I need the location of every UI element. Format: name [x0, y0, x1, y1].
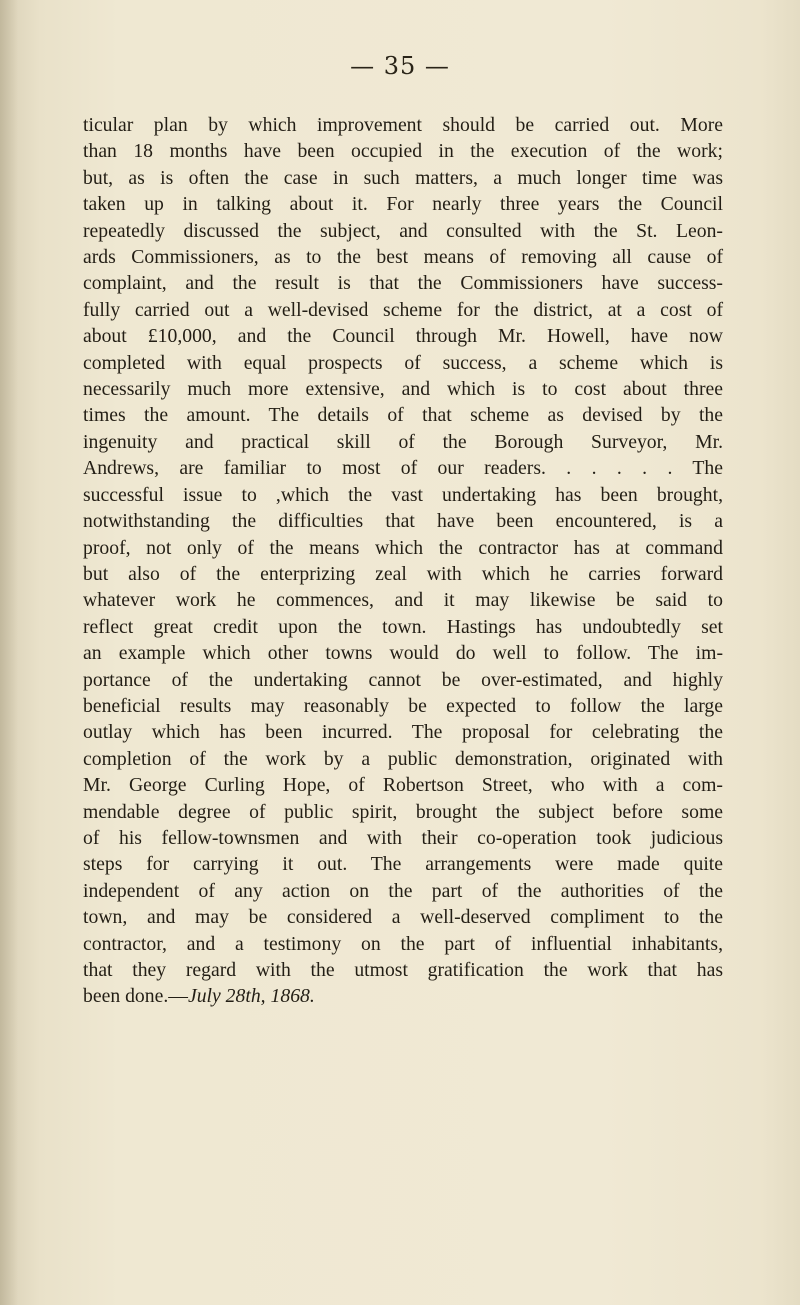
- text-line: repeatedly discussed the subject, and consulted with the St. Leon-: [83, 219, 723, 242]
- text-line: proof, not only of the means which the contractor has at command: [83, 536, 723, 559]
- article-paragraph: [83, 112, 723, 1010]
- text-line: ticular plan by which improvement should be carried out. More: [83, 114, 723, 136]
- text-line: than 18 months have been occupied in the execution of the work;: [83, 140, 723, 163]
- text-line: necessarily much more extensive, and which is to cost about three: [83, 378, 723, 401]
- text-line: about £10,000, and the Council through Mr. Howell, have now: [83, 325, 723, 348]
- text-line: reflect great credit upon the town. Hastings has undoubtedly set: [83, 615, 723, 638]
- text-line: portance of the undertaking cannot be over-estimated, and highly: [83, 668, 723, 691]
- text-line: whatever work he commences, and it may likewise be said to: [83, 589, 723, 612]
- text-line: times the amount. The details of that scheme as devised by the: [83, 404, 723, 427]
- text-line: of his fellow-townsmen and with their co-operation took judicious: [83, 826, 723, 849]
- text-line: Andrews, are familiar to most of our readers. . . . . . The: [83, 457, 723, 480]
- page-gutter-shadow: [0, 0, 18, 1305]
- text-line: steps for carrying it out. The arrangements were made quite: [83, 853, 723, 876]
- text-line: complaint, and the result is that the Commissioners have success-: [83, 272, 723, 295]
- text-line: contractor, and a testimony on the part of influential inhabitants,: [83, 932, 723, 955]
- text-line: but, as is often the case in such matters, a much longer time was: [83, 166, 723, 189]
- text-line: outlay which has been incurred. The proposal for celebrating the: [83, 721, 723, 744]
- text-line: beneficial results may reasonably be expected to follow the large: [83, 694, 723, 717]
- text-line: taken up in talking about it. For nearly three years the Council: [83, 193, 723, 216]
- page-number: — 35 —: [350, 52, 450, 80]
- text-line: an example which other towns would do well to follow. The im-: [83, 642, 723, 665]
- text-line: but also of the enterprizing zeal with which he carries forward: [83, 562, 723, 585]
- dateline: July 28th, 1868.: [187, 985, 315, 1008]
- text-line: town, and may be considered a well-deserved compliment to the: [83, 906, 723, 929]
- text-line: Mr. George Curling Hope, of Robertson Street, who with a com-: [83, 774, 723, 797]
- text-line: independent of any action on the part of the authorities of the: [83, 879, 723, 902]
- text-line: completed with equal prospects of success, a scheme which is: [83, 351, 723, 374]
- text-line: fully carried out a well-devised scheme for the district, at a cost of: [83, 298, 723, 321]
- closing-line: [83, 983, 723, 1009]
- text-line: ards Commissioners, as to the best means of removing all cause of: [83, 246, 723, 269]
- text-line: that they regard with the utmost gratification the work that has: [83, 959, 723, 981]
- text-line: notwithstanding the difficulties that have been encountered, is a: [83, 510, 723, 533]
- text-line: ingenuity and practical skill of the Borough Surveyor, Mr.: [83, 430, 723, 453]
- text-line: mendable degree of public spirit, brought the subject before some: [83, 800, 723, 823]
- closing-text: been done.—: [83, 985, 188, 1008]
- text-line: successful issue to ,which the vast undertaking has been brought,: [83, 483, 723, 506]
- text-line: completion of the work by a public demonstration, originated with: [83, 747, 723, 770]
